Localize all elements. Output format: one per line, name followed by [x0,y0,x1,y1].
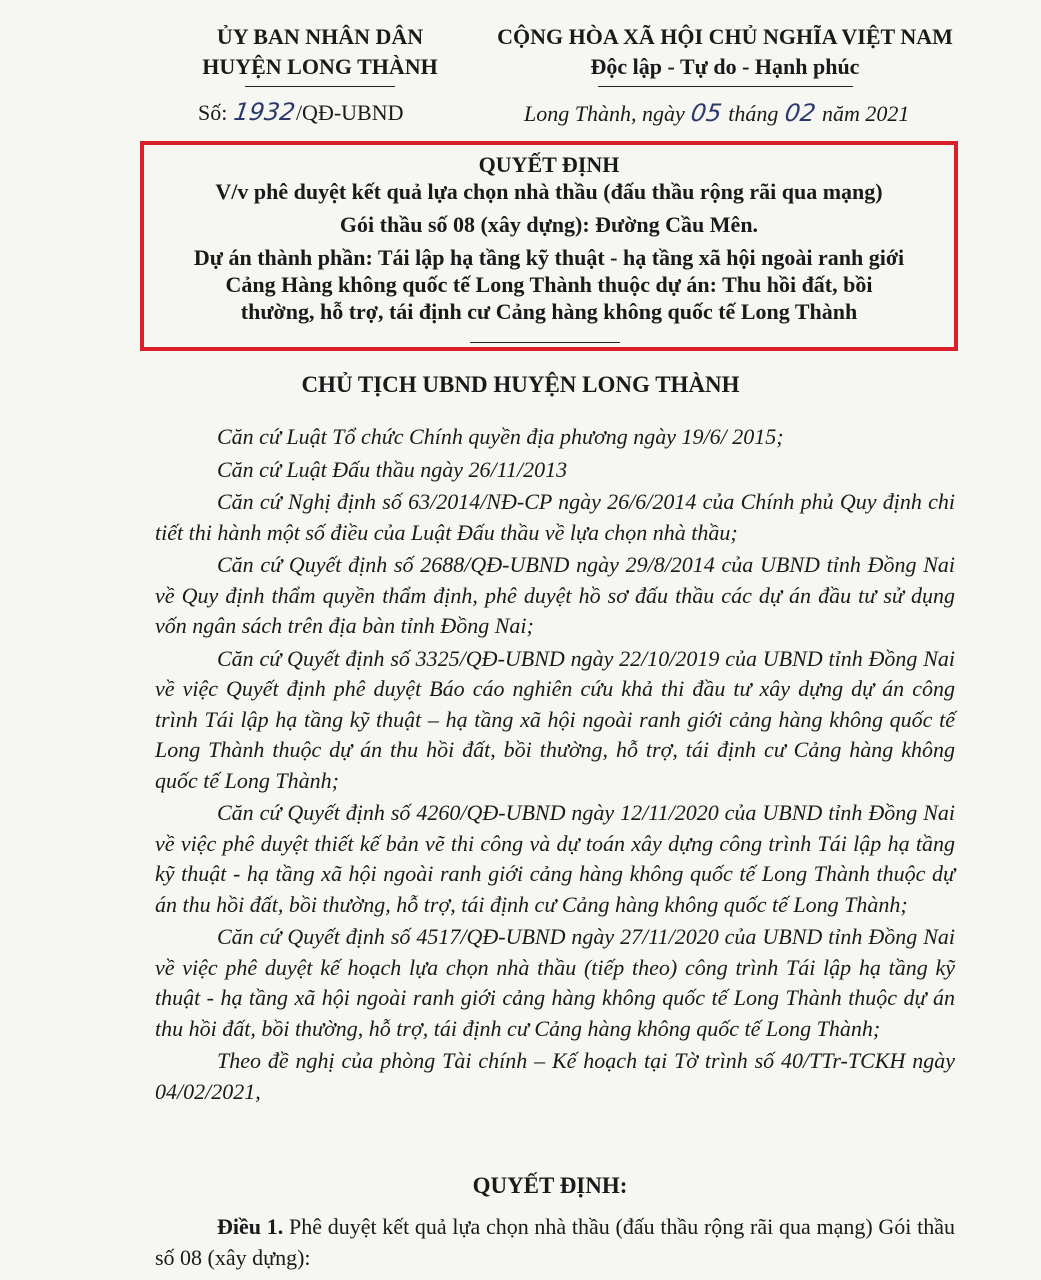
motto-underline [598,86,853,87]
document-number-prefix: Số: [198,100,228,125]
issue-date [524,99,909,127]
national-motto: Độc lập - Tự do - Hạnh phúc [590,54,860,79]
agency-line-2: HUYỆN LONG THÀNH [202,54,438,79]
title-line-6: thường, hỗ trợ, tái định cư Cảng hàng không quốc tế Long Thành [240,299,858,324]
decision-heading: QUYẾT ĐỊNH: [472,1173,628,1198]
issue-year: năm 2021 [821,101,910,126]
basis-paragraph: Theo đề nghị của phòng Tài chính – Kế hoạch tại Tờ trình số 40/TTr-TCKH ngày 04/02/2021, [155,1048,955,1104]
issue-month-word: tháng [728,101,779,126]
basis-paragraph: Căn cứ Luật Tổ chức Chính quyền địa phương ngày 19/6/ 2015; [217,424,784,449]
title-line-4: Dự án thành phần: Tái lập hạ tầng kỹ thuật - hạ tầng xã hội ngoài ranh giới [193,245,905,270]
issue-month-handwritten: 02 [782,99,818,127]
issue-day-handwritten: 05 [689,99,724,127]
document-number [198,98,404,126]
issuing-agency [160,22,480,87]
document-number-handwritten: 1932 [231,98,297,126]
basis-paragraph: Căn cứ Nghị định số 63/2014/NĐ-CP ngày 26/6/2014 của Chính phủ Quy định chi tiết thi hành một số điều của Luật Đấu thầu về lựa chọn nhà thầu; [155,489,955,545]
title-line-5: Cảng Hàng không quốc tế Long Thành thuộc dự án: Thu hồi đất, bồi [225,272,873,297]
title-line-2: V/v phê duyệt kết quả lựa chọn nhà thầu (đấu thầu rộng rãi qua mạng) [215,179,883,204]
title-line-1: QUYẾT ĐỊNH [478,152,620,177]
nation-name: CỘNG HÒA XÃ HỘI CHỦ NGHĨA VIỆT NAM [497,24,953,49]
agency-underline [245,86,395,87]
decision-title [144,151,954,325]
article-1 [155,1212,955,1273]
basis-paragraph: Căn cứ Quyết định số 2688/QĐ-UBND ngày 29/8/2014 của UBND tỉnh Đồng Nai về Quy định thẩm quyền thẩm định, phê duyệt hồ sơ đấu thầu các dự án đầu tư sử dụng vốn ngân sách trên địa bàn tỉnh Đồng Nai; [155,552,955,638]
title-underline [470,342,620,343]
document-number-suffix: /QĐ-UBND [295,100,404,125]
article-1-label: Điều 1. [217,1214,284,1239]
issue-date-place: Long Thành, ngày [524,101,685,126]
national-header [470,22,980,87]
highlighted-title-box [140,141,958,351]
basis-paragraph: Căn cứ Quyết định số 4260/QĐ-UBND ngày 12/11/2020 của UBND tỉnh Đồng Nai về việc phê duyệt thiết kế bản vẽ thi công và dự toán xây dựng công trình Tái lập hạ tầng kỹ thuật - hạ tầng xã hội ngoài ranh giới cảng hàng không quốc tế Long Thành thuộc dự án thu hồi đất, bồi thường, hỗ trợ, tái định cư Cảng hàng không quốc tế Long Thành; [155,800,955,917]
article-1-text: Phê duyệt kết quả lựa chọn nhà thầu (đấu thầu rộng rãi qua mạng) Gói thầu số 08 (xây dựng): [155,1214,955,1270]
legal-basis [155,422,955,1109]
chairman-heading: CHỦ TỊCH UBND HUYỆN LONG THÀNH [301,372,740,397]
title-line-3: Gói thầu số 08 (xây dựng): Đường Cầu Mên. [339,212,759,237]
basis-paragraph: Căn cứ Quyết định số 3325/QĐ-UBND ngày 22/10/2019 của UBND tỉnh Đồng Nai về việc Quyết định phê duyệt Báo cáo nghiên cứu khả thi đầu tư xây dựng dự án công trình Tái lập hạ tầng kỹ thuật – hạ tầng xã hội ngoài ranh giới cảng hàng không quốc tế Long Thành thuộc dự án thu hồi đất, bồi thường, hỗ trợ, tái định cư Cảng hàng không quốc tế Long Thành; [155,645,955,793]
agency-line-1: ỦY BAN NHÂN DÂN [216,24,424,49]
basis-paragraph: Căn cứ Quyết định số 4517/QĐ-UBND ngày 27/11/2020 của UBND tỉnh Đồng Nai về việc phê duyệt kế hoạch lựa chọn nhà thầu (tiếp theo) công trình Tái lập hạ tầng kỹ thuật - hạ tầng xã hội ngoài ranh giới cảng hàng không quốc tế Long Thành thuộc dự án thu hồi đất, bồi thường, hỗ trợ, tái định cư Cảng hàng không quốc tế Long Thành; [155,924,955,1041]
basis-paragraph: Căn cứ Luật Đấu thầu ngày 26/11/2013 [217,456,568,482]
